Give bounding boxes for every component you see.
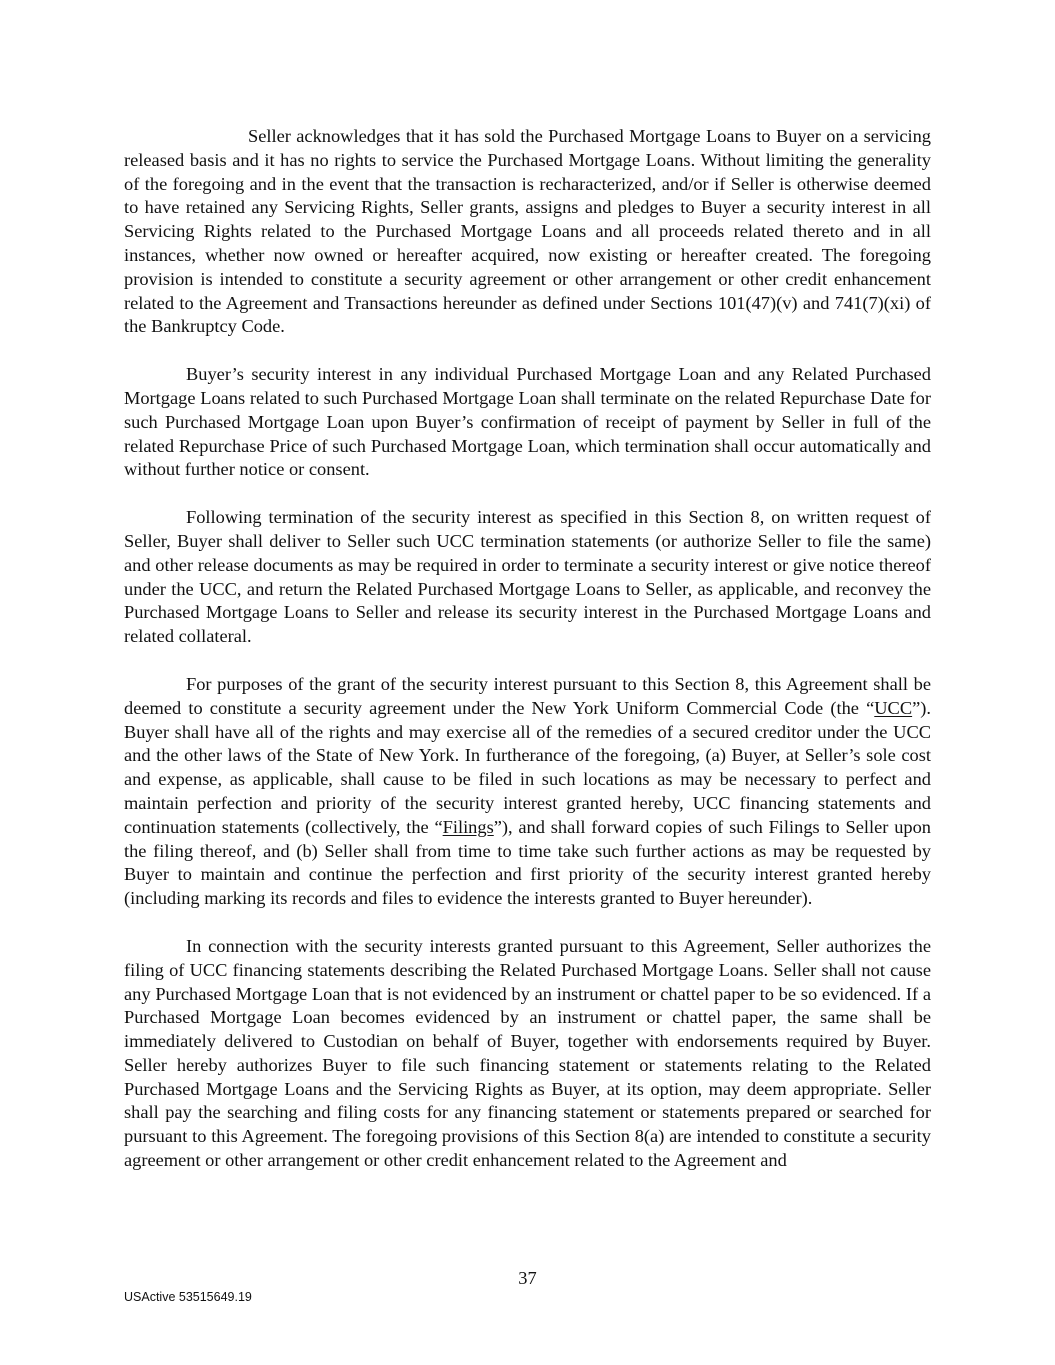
paragraph-security-interest-termination: Buyer’s security interest in any individual Purchased Mortgage Loan and any Related Purchased Mortgage Loans related to such Purchased Mortgage Loan shall terminate on the related Repurchase Date for such Purchased Mortgage Loan upon Buyer’s confirmation of receipt of payment by Seller in full of the related Repurchase Price of such Purchased Mortgage Loan, which termination shall occur automatically and without further notice or consent. — [124, 364, 931, 480]
grant-text-part-1: For purposes of the grant of the security interest pursuant to this Section 8, this Agreement shall be deemed to constitute a security agreement under the New York Uniform Commercial Code (the “ — [124, 673, 931, 718]
grant-text-part-2: ”). Buyer shall have all of the rights and may exercise all of the remedies of a secured creditor under the UCC and the other laws of the State of New York. In furtherance of the foregoing, (a) Buyer, at Seller’s sole cost and expense, as applicable, shall cause to be filed in such locations as may be necessary to perfect and maintain perfection and priority of the security interest granted hereby, UCC financing statements and continuation statements (collectively, the “ — [124, 697, 931, 837]
paragraph-servicing-released: Seller acknowledges that it has sold the Purchased Mortgage Loans to Buyer on a servicing released basis and it has no rights to service the Purchased Mortgage Loans. Without limiting the generality of the foregoing and in the event that the transaction is recharacterized, and/or if Seller is otherwise deemed to have retained any Servicing Rights, Seller grants, assigns and pledges to Buyer a security interest in all Servicing Rights related to the Purchased Mortgage Loans and all proceeds related thereto and in all instances, whether now owned or hereafter acquired, now existing or hereafter created. The foregoing provision is intended to constitute a security agreement or other arrangement or other credit enhancement related to the Agreement and Transactions hereunder as defined under Sections 101(47)(v) and 741(7)(xi) of the Bankruptcy Code. — [124, 126, 931, 337]
defined-term-filings: Filings — [442, 816, 494, 837]
document-body — [124, 125, 931, 1173]
paragraph-security-agreement-grant — [124, 673, 931, 911]
document-id-footer: USActive 53515649.19 — [124, 1290, 252, 1304]
defined-term-ucc: UCC — [874, 697, 913, 718]
grant-text-part-3: ”), and shall forward copies of such Filings to Seller upon the filing thereof, and (b) Seller shall from time to time take such further actions as may be requested by Buyer to maintain and continue the perfection and first priority of the security interest granted hereby (including marking its records and files to evidence the interests granted to Buyer hereunder). — [124, 816, 931, 909]
paragraph-ucc-termination-statements: Following termination of the security interest as specified in this Section 8, on written request of Seller, Buyer shall deliver to Seller such UCC termination statements (or authorize Seller to file the same) and other release documents as may be required in order to terminate a security interest or give notice thereof under the UCC, and return the Related Purchased Mortgage Loans to Seller, as applicable, and reconvey the Purchased Mortgage Loans to Seller and release its security interest in the Purchased Mortgage Loans and related collateral. — [124, 507, 931, 647]
paragraph-ucc-financing-authorization: In connection with the security interests granted pursuant to this Agreement, Seller authorizes the filing of UCC financing statements describing the Related Purchased Mortgage Loans. Seller shall not cause any Purchased Mortgage Loan that is not evidenced by an instrument or chattel paper to be so evidenced. If a Purchased Mortgage Loan becomes evidenced by an instrument or chattel paper, the same shall be immediately delivered to Custodian on behalf of Buyer, together with endorsements required by Buyer. Seller hereby authorizes Buyer to file such financing statement or statements relating to the Related Purchased Mortgage Loans and the Servicing Rights as Buyer, at its option, may deem appropriate. Seller shall pay the searching and filing costs for any financing statement or statements prepared or searched for pursuant to this Agreement. The foregoing provisions of this Section 8(a) are intended to constitute a security agreement or other arrangement or other credit enhancement related to the Agreement and — [124, 935, 931, 1171]
page-number: 37 — [518, 1268, 537, 1288]
